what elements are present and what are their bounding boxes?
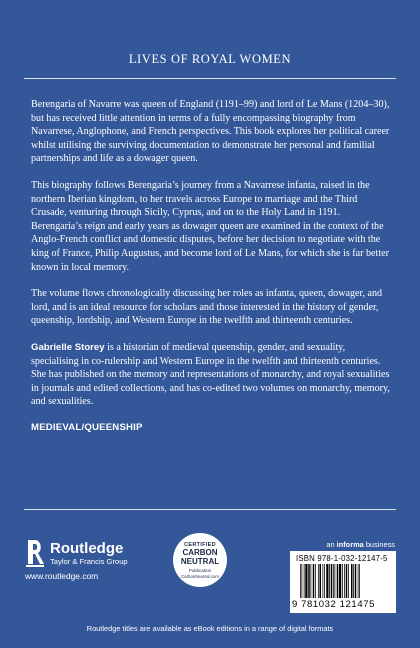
blurb-paragraph-2: This biography follows Berengaria’s journey from a Navarrese infanta, raised in the northern Iberian kingdom, to her travels across Europe to marriage and the Third Crusade, venturing through Sicily, Cyprus, and on to the Holy Land in 1191. Berengaria’s reign and early years as dowager queen are examined in the context of the Anglo-French conflict and domestic disputes, before her decision to negotiate with the king of France, Philip Augustus, and become lord of Le Mans, for which she is far better known in local memory. [31,179,389,273]
bottom-divider [24,509,396,510]
carbon-certified-label: CERTIFIED [184,542,216,548]
publisher-url[interactable]: www.routledge.com [25,571,99,581]
barcode-icon [300,564,388,600]
ebook-footer-note: Routledge titles are available as eBook editions in a range of digital formats [86,624,334,633]
carbon-publication-label: Publication [188,568,212,573]
series-title: LIVES OF ROYAL WOMEN [128,52,292,66]
author-name: Gabrielle Storey [31,341,105,353]
informa-business-label [326,540,395,549]
informa-suffix: business [363,540,395,549]
blurb-paragraph-1: Berengaria of Navarre was queen of England (1191–99) and lord of Le Mans (1204–30), but has received little attention in terms of a fully encompassing biography from Navarrese, Anglophone, and French perspectives. This book explores her political career whilst utilising the surviving documentation to demonstrate her personal and familial partnerships and life as a dowager queen. [31,99,390,165]
publisher-block [25,538,128,581]
top-divider [24,78,396,79]
carbon-neutral-badge [173,533,227,587]
informa-prefix: an [326,540,337,549]
routledge-logo-icon [25,538,45,568]
carbon-url: CarbonNeutral.com [180,574,220,579]
publisher-logo [25,538,128,568]
carbon-label: CARBON [182,548,218,557]
informa-brand: informa [336,540,364,549]
barcode-digits: 9 781032 121475 [292,599,375,610]
author-bio [31,341,391,409]
neutral-label: NEUTRAL [180,557,220,566]
blurb-paragraph-3: The volume flows chronologically discussing her roles as infanta, queen, dowager, and lord, and is an ideal resource for scholars and those interested in the history of gender, queenship, lordship, and Western Europe in the twelfth and thirteenth centuries. [31,288,383,327]
isbn-label: ISBN 978-1-032-12147-5 [296,554,388,563]
subject-category: MEDIEVAL/QUEENSHIP [31,421,143,433]
isbn-barcode [290,551,396,613]
author-bio-text: is a historian of medieval queenship, gender, and sexuality, specialising in co-rulership and Western Europe in the twelfth and thirteenth centuries. She has published on the memory and representations of monarchy, and royal sexualities in journals and edited collections, and has co-edited two volumes on monarchy, memory, and sexualities. [31,341,390,408]
back-cover-text [31,98,391,434]
publisher-group: Taylor & Francis Group [50,556,128,566]
publisher-name: Routledge [50,539,124,557]
